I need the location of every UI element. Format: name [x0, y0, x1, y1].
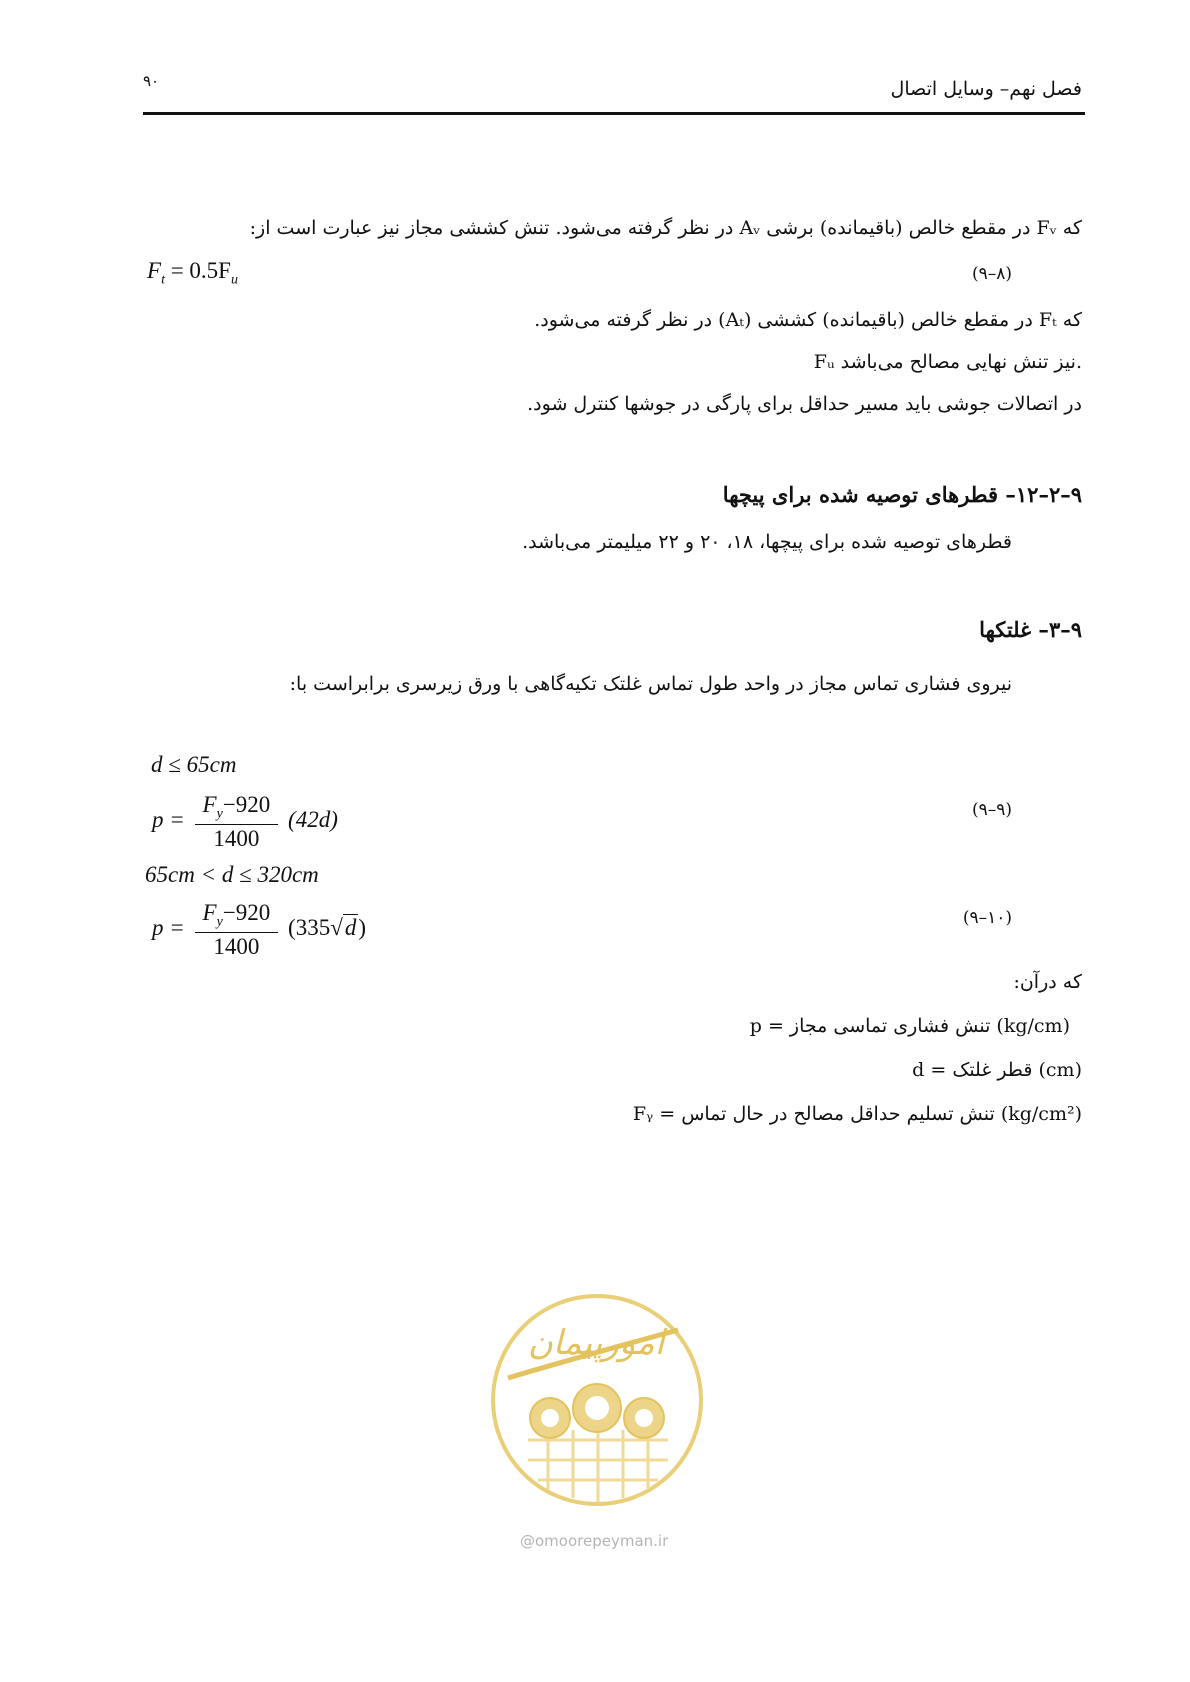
header-rule — [143, 112, 1085, 115]
section-text-9-2-12: قطرهای توصیه شده برای پیچها، ۱۸، ۲۰ و ۲۲ میلیمتر می‌باشد. — [522, 531, 1012, 553]
eq-10-9-den: 1400 — [213, 933, 260, 959]
equation-8-9 — [147, 258, 238, 289]
watermark-logo — [488, 1290, 706, 1510]
eq-9-9-num: F — [202, 792, 217, 817]
eq-10-9-tail-open: (335 — [288, 915, 331, 941]
definition-p: p = تنش فشاری تماسی مجاز (kg/cm) — [749, 1015, 1070, 1037]
section-heading-9-3: ۹–۳– غلتکها — [979, 617, 1082, 642]
body-line-4: در اتصالات جوشی باید مسیر حداقل برای پارگی در جوشها کنترل شود. — [527, 393, 1082, 415]
watermark-logo-text: امورپیمان — [527, 1323, 665, 1363]
sqrt-symbol: √ — [330, 915, 343, 941]
eq-9-9-tail: (42d) — [288, 807, 338, 833]
eq-10-9-num: F — [202, 900, 217, 925]
body-line-3: Fᵤ نیز تنش نهایی مصالح می‌باشد. — [813, 351, 1082, 373]
eq-10-9-tail-close: ) — [358, 915, 367, 941]
definition-fy: Fᵧ = تنش تسلیم حداقل مصالح در حال تماس (kg/cm²) — [632, 1103, 1082, 1125]
condition-1: d ≤ 65cm — [151, 752, 237, 777]
eq-10-9-num-sub: y — [216, 914, 223, 930]
page-number: ۹۰ — [143, 72, 160, 90]
condition-2: 65cm < d ≤ 320cm — [145, 862, 319, 887]
watermark-emblem-icon — [488, 1290, 706, 1510]
eq-10-9-num-rest: −920 — [222, 900, 271, 925]
section-text-9-3: نیروی فشاری تماس مجاز در واحد طول تماس غلتک تکیه‌گاهی با ورق زیرسری برابراست با: — [289, 673, 1012, 695]
definitions-intro: که درآن: — [1013, 971, 1082, 993]
eq-9-9-den: 1400 — [213, 825, 260, 851]
eq-9-9-lhs: p = — [152, 807, 185, 833]
body-line-2: که Fₜ در مقطع خالص (باقیمانده) کششی (Aₜ) در نظر گرفته می‌شود. — [534, 309, 1082, 331]
equation-number-9-9: (۹–۹) — [971, 800, 1012, 820]
chapter-title: فصل نهم– وسایل اتصال — [890, 78, 1082, 100]
equation-number-8-9: (۹–۸) — [971, 264, 1012, 284]
eq-8-9-rhs: = 0.5F — [170, 258, 231, 283]
eq-10-9-sqrt-arg: d — [344, 915, 357, 941]
body-line-1: که Fᵥ در مقطع خالص (باقیمانده) برشی Aᵥ در نظر گرفته می‌شود. تنش کششی مجاز نیز عبارت است از: — [249, 217, 1082, 239]
equation-10-9 — [152, 900, 366, 960]
eq-9-9-num-sub: y — [216, 806, 223, 822]
equation-9-9 — [152, 792, 338, 852]
watermark-url: @omoorepeyman.ir — [520, 1532, 669, 1550]
eq-9-9-fraction — [195, 792, 279, 852]
definition-d: d = قطر غلتک (cm) — [912, 1059, 1082, 1081]
eq-8-9-lhs: F — [147, 258, 162, 283]
eq-10-9-fraction — [195, 900, 279, 960]
eq-9-9-num-rest: −920 — [222, 792, 271, 817]
eq-8-9-rhs-sub: u — [230, 272, 238, 288]
eq-8-9-lhs-sub: t — [161, 272, 165, 288]
section-heading-9-2-12: ۹–۲–۱۲– قطرهای توصیه شده برای پیچها — [722, 482, 1082, 507]
equation-number-10-9: (۹–۱۰) — [962, 908, 1012, 928]
eq-10-9-lhs: p = — [152, 915, 185, 941]
